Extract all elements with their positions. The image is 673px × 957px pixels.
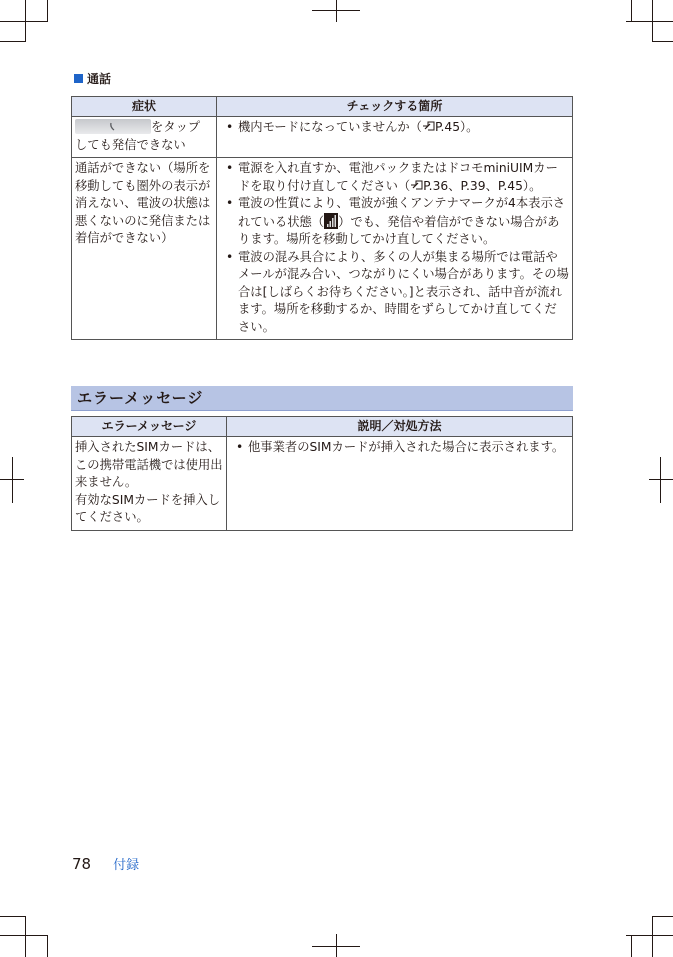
page-footer xyxy=(72,854,139,873)
header-message: エラーメッセージ xyxy=(72,417,227,437)
page-number: 78 xyxy=(72,855,92,873)
footer-section: 付録 xyxy=(113,858,140,873)
section-heading xyxy=(74,70,111,87)
header-symptom: 症状 xyxy=(72,97,217,117)
list-item: • 他事業者のSIMカードが挿入された場合に表示されます。 xyxy=(230,439,569,457)
list-item: • 電波の性質により、電波が強くアンテナマークが4本表示されている状態（ ）でも、発信や着信ができない場合があります。場所を移動してかけ直してください。 xyxy=(220,195,569,249)
table-row xyxy=(72,117,573,158)
table-header-row xyxy=(72,417,573,437)
reference-icon xyxy=(422,120,435,132)
table-row xyxy=(72,158,573,340)
banner-rule xyxy=(71,410,573,411)
check-cell xyxy=(217,158,573,340)
explanation-cell xyxy=(227,437,573,531)
section-title: 通話 xyxy=(87,72,112,86)
reference-icon xyxy=(410,179,423,191)
antenna-4-bars-icon xyxy=(324,213,338,229)
header-explanation: 説明／対処方法 xyxy=(227,417,573,437)
call-button-icon xyxy=(75,119,151,134)
troubleshooting-table xyxy=(71,96,573,340)
section-banner: エラーメッセージ xyxy=(71,386,573,411)
list-item: • 機内モードになっていませんか（ P.45）。 xyxy=(220,119,569,137)
list-item: • 電波の混み具合により、多くの人が集まる場所では電話やメールが混み合い、つながりにくい場合があります。その場合は[しばらくお待ちください。]と表示され、話中音が流れます。場所を移動するか、時間をずらしてかけ直してください。 xyxy=(220,249,569,337)
symptom-cell: をタップ しても発信できない xyxy=(72,117,217,158)
list-item: • 電源を入れ直すか、電池パックまたはドコモminiUIMカードを取り付け直してください（ P.36、P.39、P.45）。 xyxy=(220,160,569,195)
table-header-row xyxy=(72,97,573,117)
square-bullet-icon xyxy=(74,74,83,83)
header-check: チェックする箇所 xyxy=(217,97,573,117)
error-message-table xyxy=(71,416,573,531)
check-cell xyxy=(217,117,573,158)
table-row xyxy=(72,437,573,531)
symptom-cell: 通話ができない（場所を移動しても圏外の表示が消えない、電波の状態は悪くないのに発信または着信ができない） xyxy=(72,158,217,340)
message-cell: 挿入されたSIMカードは、この携帯電話機では使用出来ません。 有効なSIMカードを挿入してください。 xyxy=(72,437,227,531)
